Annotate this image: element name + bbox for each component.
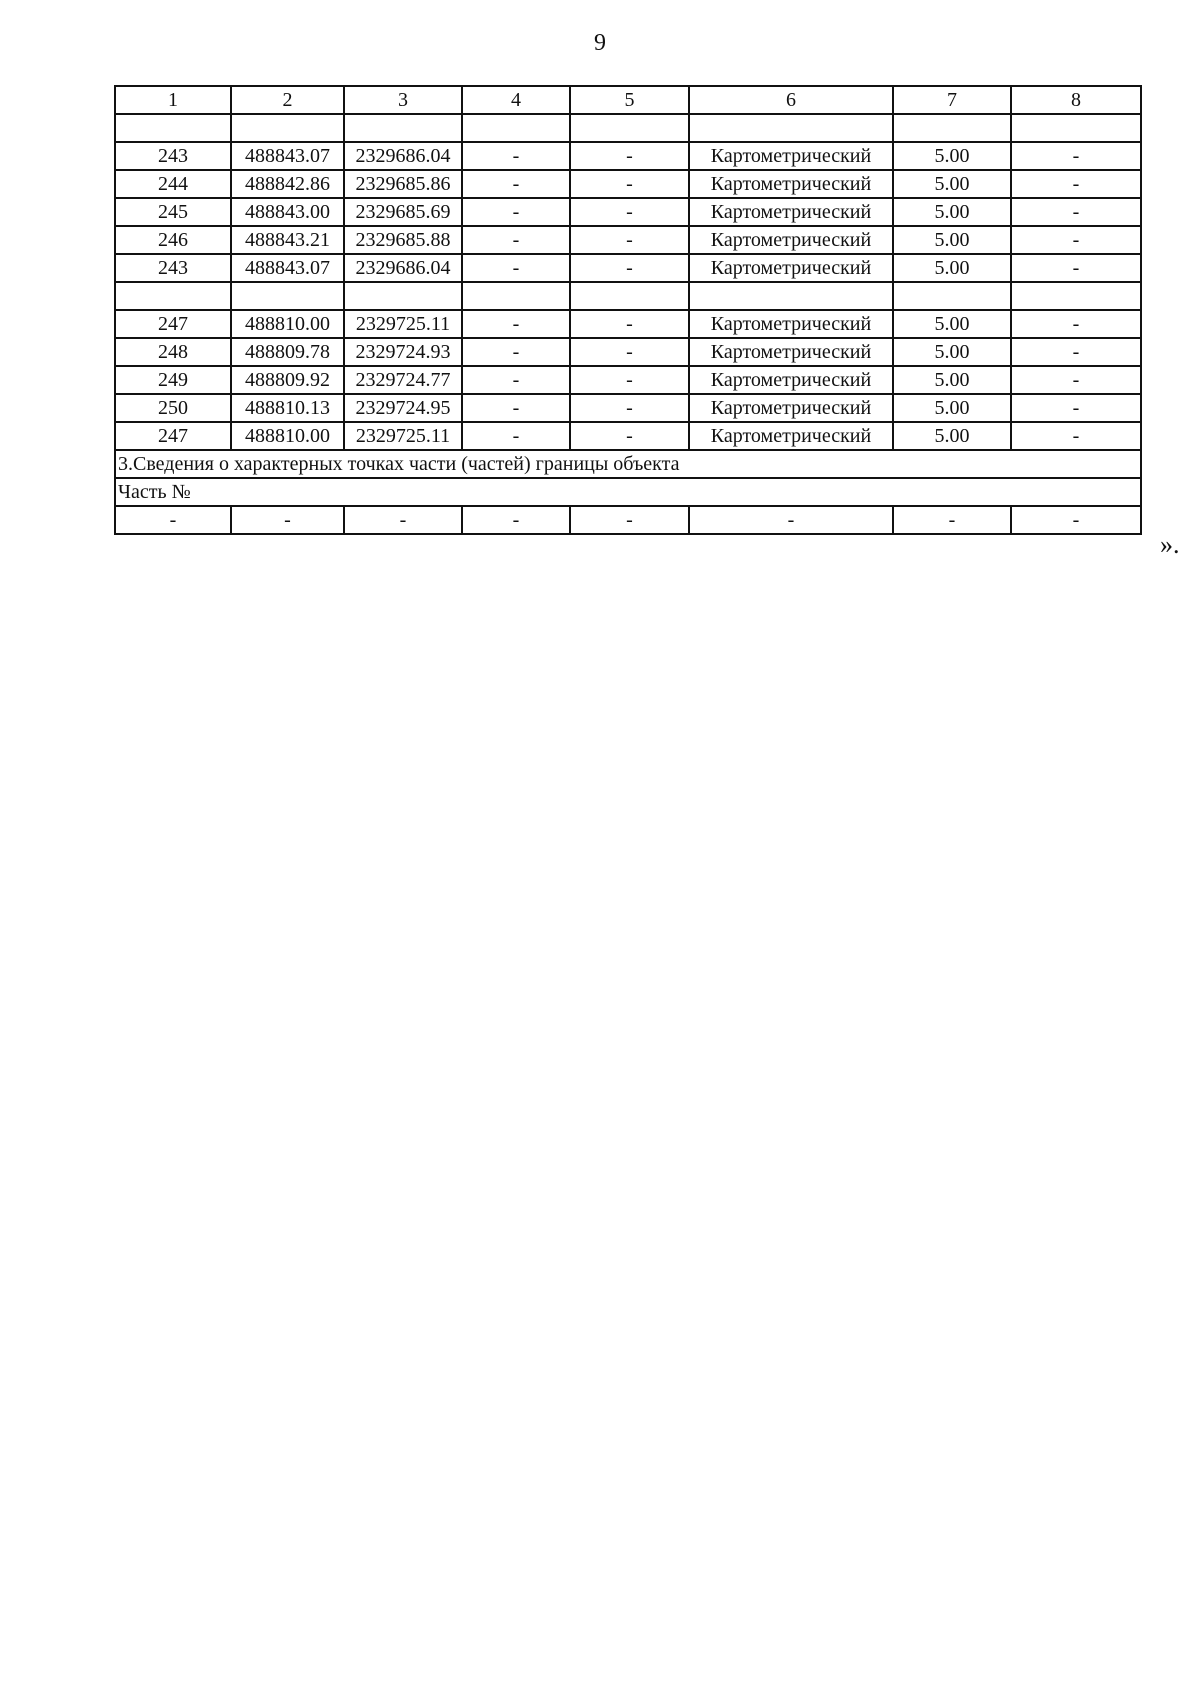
table-cell: 243 [115,254,231,282]
table-cell: - [462,366,570,394]
table-cell: - [570,394,689,422]
table-cell: - [462,338,570,366]
table-cell: - [462,506,570,534]
table-row [115,366,1141,394]
table-cell: - [570,198,689,226]
table-cell: Картометрический [689,170,893,198]
table-cell: 246 [115,226,231,254]
table-cell: 488843.07 [231,142,344,170]
header-cell: 6 [689,86,893,114]
table-cell: Картометрический [689,366,893,394]
table-row [115,506,1141,534]
table-cell: - [1011,366,1141,394]
table-cell: 5.00 [893,366,1011,394]
table-row [115,394,1141,422]
table-cell: 2329686.04 [344,254,462,282]
table-cell [344,282,462,310]
table-cell: 488843.07 [231,254,344,282]
table-cell: - [893,506,1011,534]
table-cell: 2329685.86 [344,170,462,198]
table-row [115,142,1141,170]
table-header-row [115,86,1141,114]
section-title: 3.Сведения о характерных точках части (частей) границы объекта [115,450,1141,478]
table-cell: 488842.86 [231,170,344,198]
table-cell: - [462,310,570,338]
table-cell: - [462,422,570,450]
table-row [115,282,1141,310]
table-row [115,114,1141,142]
table-cell [115,114,231,142]
table-cell: 5.00 [893,394,1011,422]
table-cell [893,282,1011,310]
header-cell: 8 [1011,86,1141,114]
table-cell: - [1011,198,1141,226]
table-cell: - [462,198,570,226]
table-cell: - [570,170,689,198]
closing-quote-mark: ». [1160,530,1180,559]
table-cell: 2329686.04 [344,142,462,170]
table-cell [1011,114,1141,142]
table-cell: - [570,310,689,338]
table-row [115,338,1141,366]
table-cell [462,114,570,142]
table-cell: 249 [115,366,231,394]
table-cell: - [462,254,570,282]
table-cell: 2329725.11 [344,422,462,450]
table-cell: - [462,142,570,170]
table-cell [462,282,570,310]
table-cell: - [1011,142,1141,170]
table-cell: Картометрический [689,422,893,450]
table-cell: 248 [115,338,231,366]
table-cell: - [1011,310,1141,338]
table-cell: - [689,506,893,534]
table-row [115,254,1141,282]
table-row [115,226,1141,254]
table-cell: 2329724.95 [344,394,462,422]
table-cell [231,282,344,310]
table-row [115,170,1141,198]
header-cell: 4 [462,86,570,114]
table-cell: 488810.13 [231,394,344,422]
table-cell: Картометрический [689,310,893,338]
table-cell: - [570,506,689,534]
part-label-row [115,478,1141,506]
table-cell: - [570,422,689,450]
table-cell: 244 [115,170,231,198]
table-cell: - [1011,170,1141,198]
table-cell: 250 [115,394,231,422]
table-cell: 5.00 [893,422,1011,450]
table-cell: - [570,254,689,282]
table-cell: 488809.92 [231,366,344,394]
table-cell: - [1011,254,1141,282]
table-cell: - [1011,394,1141,422]
table-cell: 5.00 [893,310,1011,338]
table-cell: - [570,366,689,394]
header-cell: 3 [344,86,462,114]
table-cell: - [1011,422,1141,450]
table-cell: - [344,506,462,534]
table-cell [689,282,893,310]
table-cell [689,114,893,142]
table-cell: 5.00 [893,338,1011,366]
table-cell: - [570,142,689,170]
header-cell: 5 [570,86,689,114]
section-title-row [115,450,1141,478]
table-cell: 2329725.11 [344,310,462,338]
table-cell: 488843.21 [231,226,344,254]
table-cell: 2329724.77 [344,366,462,394]
table-cell: 247 [115,310,231,338]
table-cell: 245 [115,198,231,226]
table-cell [115,282,231,310]
table-cell: - [462,394,570,422]
table-cell: - [1011,506,1141,534]
table-cell [344,114,462,142]
table-cell: Картометрический [689,338,893,366]
table-cell: 488810.00 [231,310,344,338]
table-cell: 488843.00 [231,198,344,226]
table-row [115,422,1141,450]
table-cell: 5.00 [893,226,1011,254]
table-cell: 5.00 [893,198,1011,226]
table-row [115,310,1141,338]
table-cell: 5.00 [893,170,1011,198]
table-cell: - [570,338,689,366]
table-cell: 247 [115,422,231,450]
table-cell: 243 [115,142,231,170]
table-cell: - [462,226,570,254]
table-cell: - [462,170,570,198]
table-cell: 5.00 [893,142,1011,170]
coordinates-table [114,85,1142,535]
table-cell: 488810.00 [231,422,344,450]
table-cell: - [570,226,689,254]
table-cell: - [1011,226,1141,254]
table-cell: Картометрический [689,226,893,254]
table-cell: Картометрический [689,394,893,422]
table-cell: - [115,506,231,534]
table-cell: 2329685.69 [344,198,462,226]
table-cell [570,282,689,310]
table-cell: 2329724.93 [344,338,462,366]
table-cell: Картометрический [689,142,893,170]
table-cell [893,114,1011,142]
table-cell: - [231,506,344,534]
table-cell: Картометрический [689,198,893,226]
table-cell: 2329685.88 [344,226,462,254]
page-number: 9 [594,30,606,56]
table-cell: Картометрический [689,254,893,282]
table-cell [231,114,344,142]
header-cell: 7 [893,86,1011,114]
table-row [115,198,1141,226]
table-cell: 488809.78 [231,338,344,366]
table-cell [1011,282,1141,310]
table-cell [570,114,689,142]
header-cell: 2 [231,86,344,114]
part-label: Часть № [115,478,1141,506]
table-cell: - [1011,338,1141,366]
table-cell: 5.00 [893,254,1011,282]
header-cell: 1 [115,86,231,114]
